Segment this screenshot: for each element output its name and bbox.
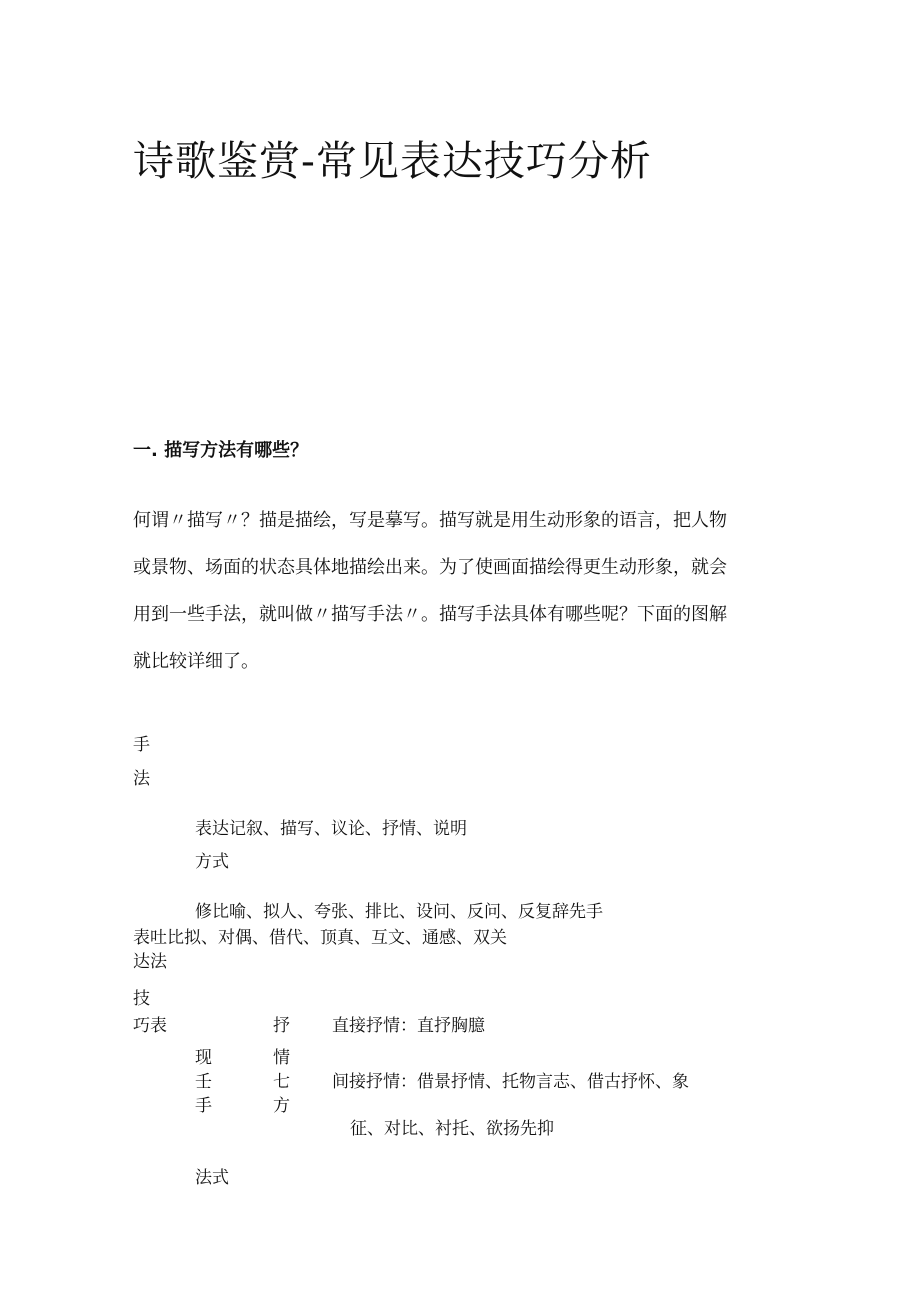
diagram-label: 技 xyxy=(133,989,150,1009)
expression-methods: 表达记叙、描写、议论、抒情、说明 xyxy=(195,819,467,839)
diagram-label: 壬 xyxy=(195,1072,212,1092)
diagram-label: 法 xyxy=(133,769,150,789)
rhetoric-methods: 修比喻、拟人、夸张、排比、设问、反问、反复辞先手 xyxy=(195,902,603,922)
diagram-label: 情 xyxy=(273,1048,290,1068)
diagram-label: 方式 xyxy=(195,852,229,872)
diagram-label: 达法 xyxy=(133,952,167,972)
diagram-label: 巧表 xyxy=(133,1016,167,1036)
diagram-label: 手 xyxy=(195,1096,212,1116)
page-title: 诗歌鉴赏-常见表达技巧分析 xyxy=(133,137,652,185)
indirect-lyric: 间接抒情：借景抒情、托物言志、借古抒怀、象 xyxy=(332,1072,689,1092)
paragraph-line: 何谓〃描写〃？描是描绘，写是摹写。描写就是用生动形象的语言，把人物 xyxy=(133,510,727,531)
paragraph-line: 或景物、场面的状态具体地描绘出来。为了使画面描绘得更生动形象，就会 xyxy=(133,557,727,578)
paragraph-line: 就比较详细了。 xyxy=(133,651,259,672)
rhetoric-methods: 表吐比拟、对偶、借代、顶真、互文、通感、双关 xyxy=(133,928,507,948)
diagram-label: 抒 xyxy=(273,1016,290,1036)
direct-lyric: 直接抒情：直抒胸臆 xyxy=(332,1016,485,1036)
indirect-lyric: 征、对比、衬托、欲扬先抑 xyxy=(350,1119,554,1139)
paragraph-line: 用到一些手法，就叫做〃描写手法〃。描写手法具体有哪些呢？下面的图解 xyxy=(133,604,727,625)
section-heading: 一. 描写方法有哪些？ xyxy=(133,440,309,461)
diagram-label: 方 xyxy=(273,1096,290,1116)
diagram-label: 手 xyxy=(133,735,150,755)
diagram-label: 法式 xyxy=(195,1168,229,1188)
diagram-label: 现 xyxy=(195,1048,212,1068)
intro-paragraph xyxy=(133,497,793,685)
diagram-label: 七 xyxy=(273,1072,290,1092)
